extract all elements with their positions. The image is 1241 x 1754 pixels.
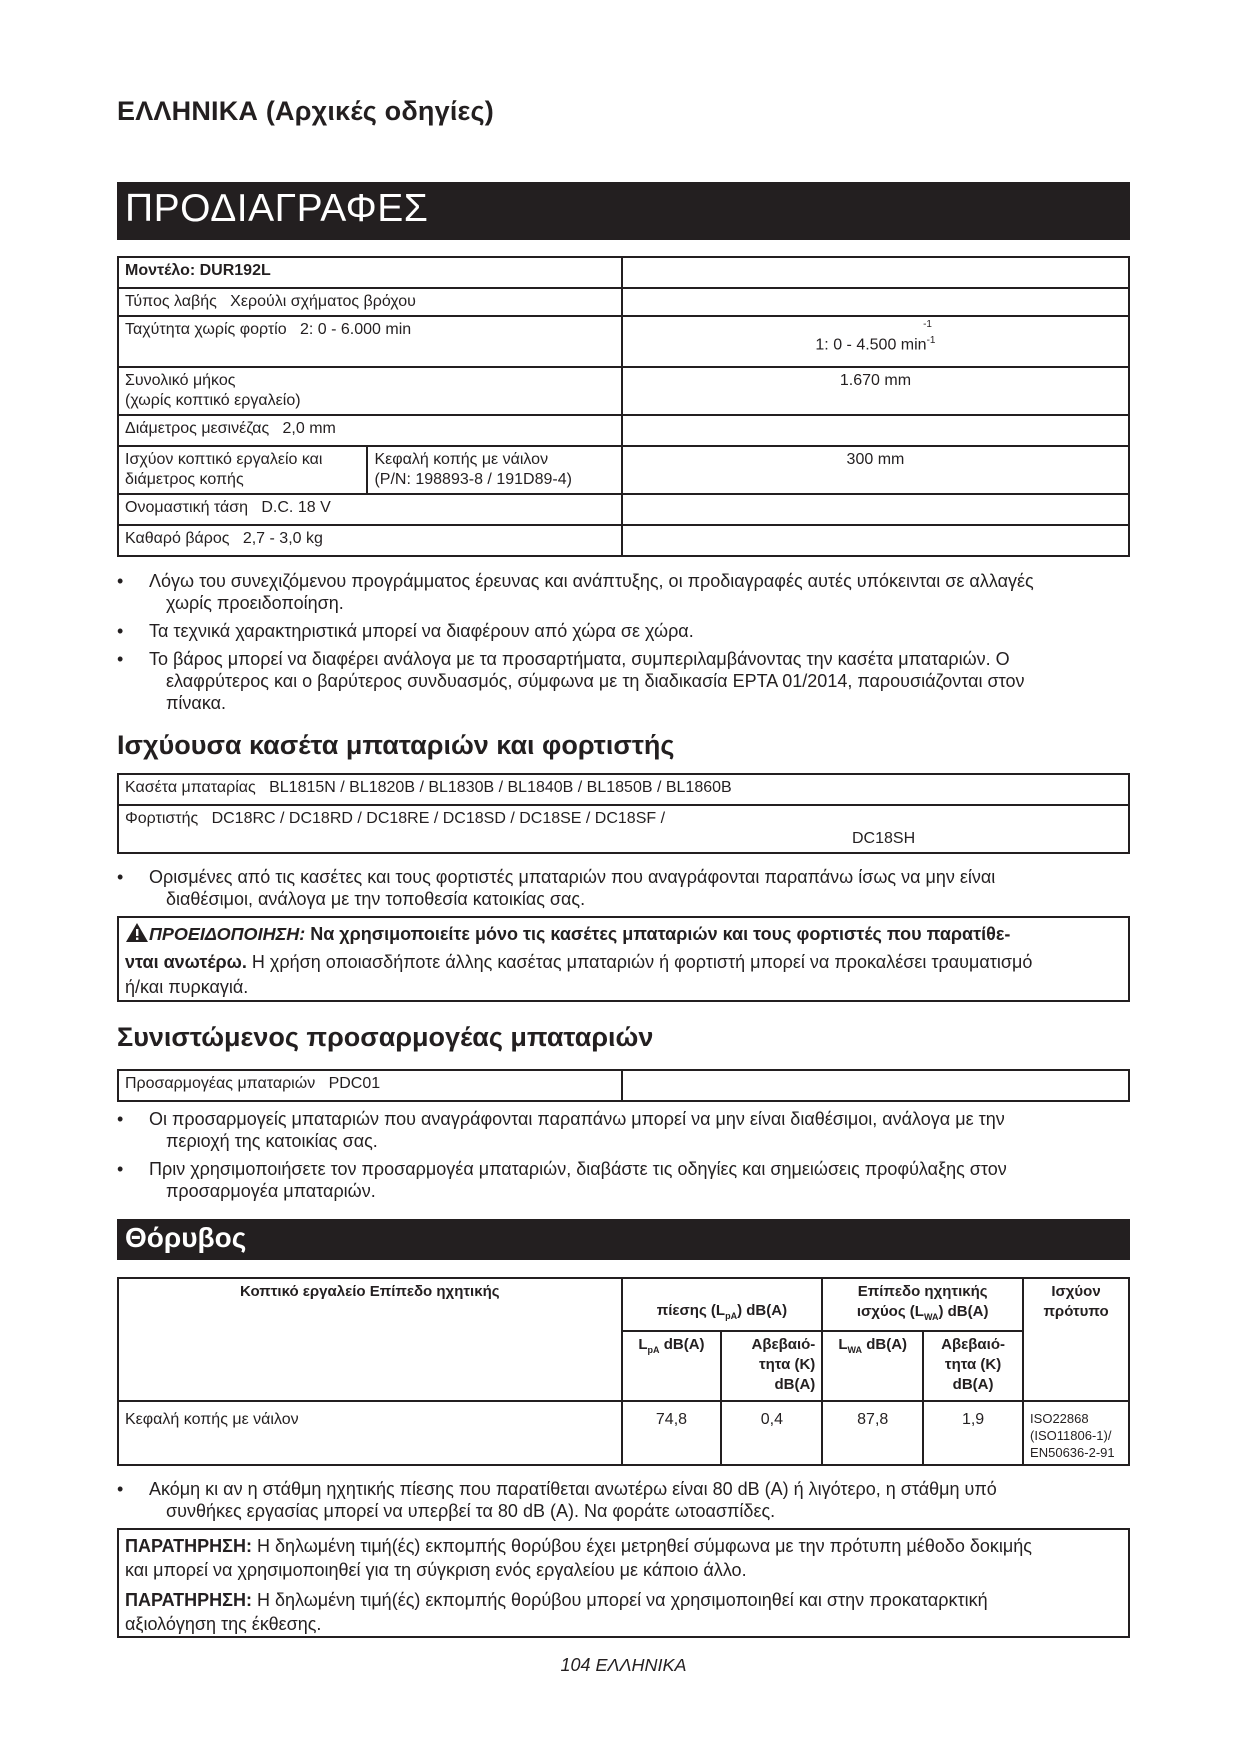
specification-notes <box>117 570 1130 720</box>
adapter-row: Προσαρμογέας μπαταριών PDC01 <box>118 1070 622 1101</box>
battery-cartridge-row: Κασέτα μπαταρίας BL1815N / BL1820B / BL1830B / BL1840B / BL1850B / BL1860B <box>118 774 1129 805</box>
net-weight-row: Καθαρό βάρος 2,7 - 3,0 kg <box>118 525 622 556</box>
cutting-diameter-value: 300 mm <box>622 446 1129 494</box>
list-item: • Οι προσαρμογείς μπαταριών που αναγράφονται παραπάνω μπορεί να μην είναι διαθέσιμοι, ανάλογα με την περιοχή της κατοικίας σας. <box>117 1108 1130 1152</box>
list-item: • Ακόμη κι αν η στάθμη ηχητικής πίεσης που παρατίθεται ανωτέρω είναι 80 dB (A) ή λιγότερο, η στάθμη υπό συνθήκες εργασίας μπορεί να υπερβεί τα 80 dB (A). Να φοράτε ωτοασπίδες. <box>117 1478 1130 1522</box>
grip-type-row: Τύπος λαβής Χερούλι σχήματος βρόχου <box>118 288 622 316</box>
no-load-speed-row: Ταχύτητα χωρίς φορτίο 2: 0 - 6.000 min <box>118 316 622 367</box>
model-cell: Μοντέλο: DUR192L <box>118 257 622 288</box>
overall-length-value: 1.670 mm <box>622 367 1129 415</box>
row-lwa: 87,8 <box>822 1401 923 1465</box>
warning-label: ΠΡΟΕΙΔΟΠΟΙΗΣΗ: <box>149 924 306 944</box>
warning-box: ΠΡΟΕΙΔΟΠΟΙΗΣΗ: Να χρησιμοποιείτε μόνο τις κασέτες μπαταριών και τους φορτιστές που παρατίθε- νται ανωτέρω. Η χρήση οποιασδήποτε άλλης κασέτας μπαταριών ή φορτιστή μπορεί να προκαλέσει τραυματισμό ή/και πυρκαγιά. <box>117 916 1130 1002</box>
list-item: • Λόγω του συνεχιζόμενου προγράμματος έρευνας και ανάπτυξης, οι προδιαγραφές αυτές υπόκεινται σε αλλαγές χωρίς προειδοποίηση. <box>117 570 1130 614</box>
battery-heading: Ισχύουσα κασέτα μπαταριών και φορτιστής <box>117 730 675 760</box>
charger-row: Φορτιστής DC18RC / DC18RD / DC18RE / DC18SD / DC18SE / DC18SF / DC18SH <box>118 805 1129 853</box>
header-uncertainty-wa: Αβεβαιό- τητα (K) dB(A) <box>923 1331 1023 1401</box>
noise-table <box>117 1277 1130 1466</box>
list-item: • Τα τεχνικά χαρακτηριστικά μπορεί να διαφέρουν από χώρα σε χώρα. <box>117 620 1130 642</box>
row-kpa: 0,4 <box>721 1401 822 1465</box>
header-lwa: $L_{WA}$ dB(A) <box>822 1331 923 1401</box>
cutting-tool-type: Κεφαλή κοπής με νάιλον (P/N: 198893-8 / 191D89-4) <box>367 446 621 494</box>
row-standard: ISO22868 (ISO11806-1)/ EN50636-2-91 <box>1023 1401 1129 1465</box>
adapter-table <box>117 1069 1130 1102</box>
no-load-speed-value: -1 1: 0 - 4.500 $\min^{-1}$ <box>622 316 1129 367</box>
line-diameter-row: Διάμετρος μεσινέζας 2,0 mm <box>118 415 622 446</box>
list-item: • Το βάρος μπορεί να διαφέρει ανάλογα με τα προσαρτήματα, συμπεριλαμβάνοντας την κασέτα μπαταριών. Ο ελαφρύτερος και ο βαρύτερος συνδυασμός, σύμφωνα με τη διαδικασία EPTA 01/2014, παρουσιάζονται στον πίνακα. <box>117 648 1130 714</box>
header-sound-power: Επίπεδο ηχητικής ισχύος $(L_{WA})$ dB(A) <box>822 1278 1023 1331</box>
battery-notes <box>117 866 1130 916</box>
table-row <box>118 1401 1129 1465</box>
specifications-bar: ΠΡΟΔΙΑΓΡΑΦΕΣ <box>117 182 1130 240</box>
warning-triangle-icon <box>125 922 149 950</box>
row-kwa: 1,9 <box>923 1401 1023 1465</box>
header-lpa: $L_{pA}$ dB(A) <box>622 1331 722 1401</box>
rated-voltage-row: Ονομαστική τάση D.C. 18 V <box>118 494 622 525</box>
language-title: ΕΛΛΗΝΙΚΑ (Αρχικές οδηγίες) <box>117 96 494 126</box>
overall-length-row: Συνολικό μήκος (χωρίς κοπτικό εργαλείο) <box>118 367 622 415</box>
header-uncertainty-pa: Αβεβαιό- τητα (K) dB(A) <box>721 1331 822 1401</box>
page-footer: 104 ΕΛΛΗΝΙΚΑ <box>560 1655 687 1675</box>
adapter-heading: Συνιστώμενος προσαρμογέας μπαταριών <box>117 1022 654 1052</box>
remark-2: ΠΑΡΑΤΗΡΗΣΗ: Η δηλωμένη τιμή(ές) εκπομπής θορύβου μπορεί να χρησιμοποιηθεί και στην προκαταρκτική αξιολόγηση της έκθεσης. <box>125 1590 988 1634</box>
battery-table <box>117 773 1130 854</box>
header-standard: Ισχύον πρότυπο <box>1023 1278 1129 1401</box>
cutting-tool-label: Ισχύον κοπτικό εργαλείο και διάμετρος κοπής <box>118 446 367 494</box>
row-lpa: 74,8 <box>622 1401 722 1465</box>
list-item: • Πριν χρησιμοποιήσετε τον προσαρμογέα μπαταριών, διαβάστε τις οδηγίες και σημειώσεις προφύλαξης στον προσαρμογέα μπαταριών. <box>117 1158 1130 1202</box>
remarks-box <box>117 1528 1130 1638</box>
row-tool: Κεφαλή κοπής με νάιλον <box>118 1401 622 1465</box>
noise-notes <box>117 1478 1130 1528</box>
header-cutting-tool: Κοπτικό εργαλείο Επίπεδο ηχητικής <box>118 1278 622 1401</box>
list-item: • Ορισμένες από τις κασέτες και τους φορτιστές μπαταριών που αναγράφονται παραπάνω ίσως να μην είναι διαθέσιμοι, ανάλογα με την τοποθεσία κατοικίας σας. <box>117 866 1130 910</box>
specifications-table <box>117 256 1130 557</box>
adapter-notes <box>117 1108 1130 1208</box>
remark-1: ΠΑΡΑΤΗΡΗΣΗ: Η δηλωμένη τιμή(ές) εκπομπής θορύβου έχει μετρηθεί σύμφωνα με την πρότυπη μέθοδο δοκιμής και μπορεί να χρησιμοποιηθεί για τη σύγκριση ενός εργαλείου με κάποιο άλλο. <box>125 1536 1032 1580</box>
noise-bar: Θόρυβος <box>117 1219 1130 1260</box>
header-sound-pressure: πίεσης $(L_{pA})$ dB(A) <box>622 1278 823 1331</box>
